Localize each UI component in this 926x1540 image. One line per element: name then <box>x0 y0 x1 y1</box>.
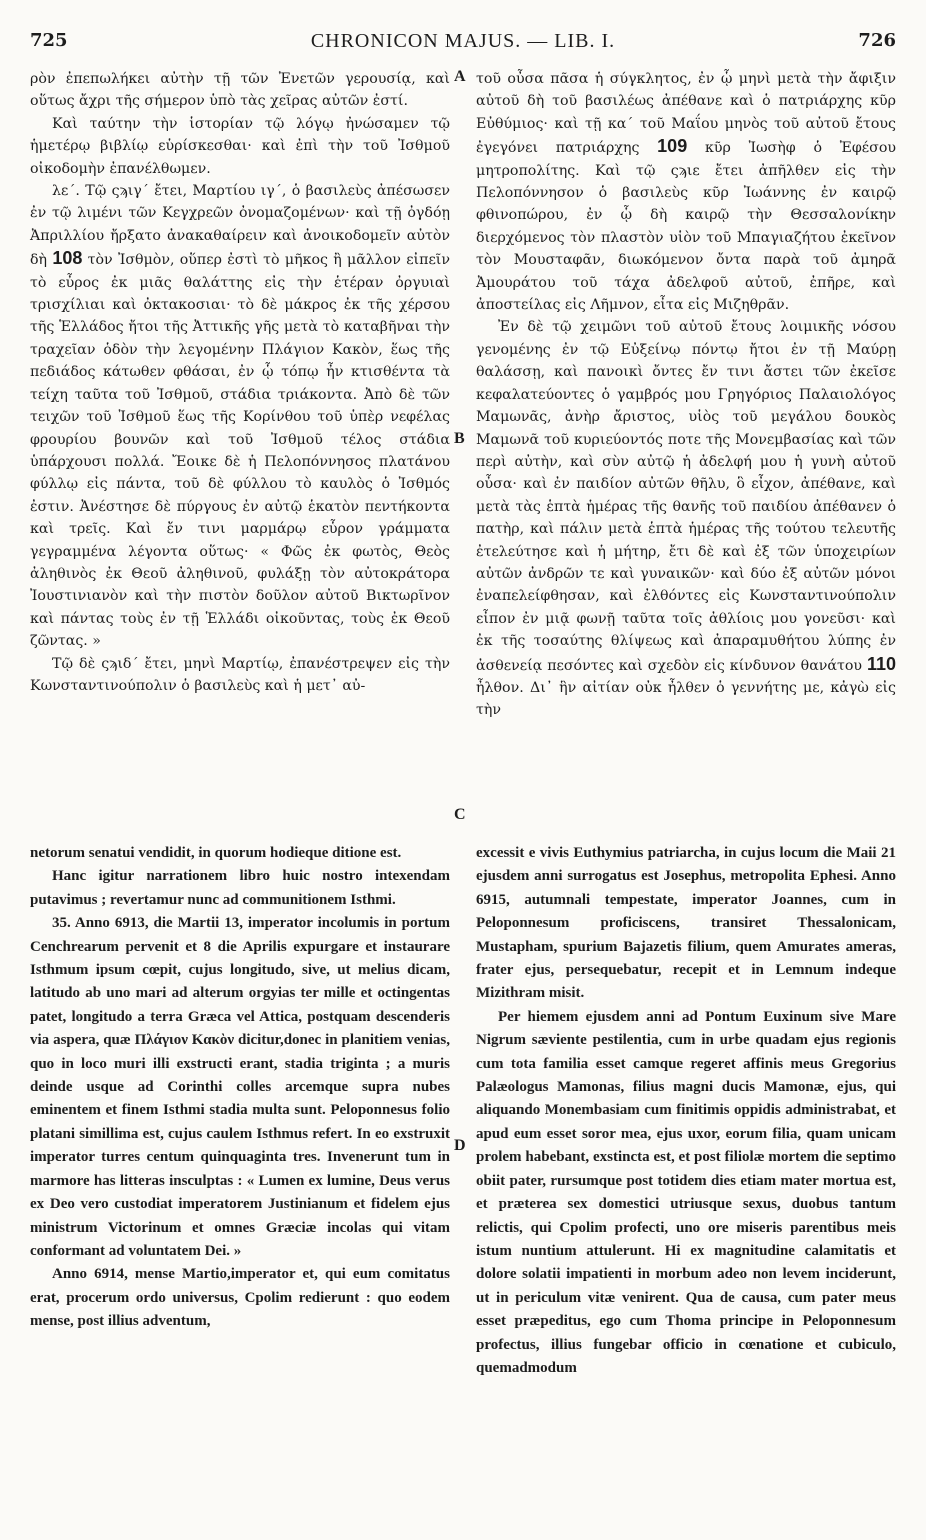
greek-left-text: λε΄. Τῷ ςϡιγ΄ ἔτει, Μαρτίου ιγ΄, ὁ βασιλεὺς ἀπέσωσεν ἐν τῷ λιμένι τῶν Κεγχρεῶν ὀνομαζομένων· καὶ τῇ ὀγδόῃ Ἀπριλλίου ἤρξατο ἀνακαθαίρειν καὶ ἀνοικοδομεῖν αὐτὸν δὴ <box>30 183 450 269</box>
latin-column-left <box>30 842 450 1334</box>
greek-left-paragraph: Καὶ ταύτην τὴν ἱστορίαν τῷ λόγῳ ἠνώσαμεν τῷ ἡμετέρῳ βιβλίῳ εὑρίσκεσθαι· καὶ ἐπὶ τὴν τοῦ Ἰσθμοῦ οἰκοδομὴν ἐπανέλθωμεν. <box>30 115 450 177</box>
greek-right-text: κῦρ Ἰωσὴφ ὁ Ἐφέσου μητροπολίτης. Καὶ τῷ ςϡιε ἔτει ἀπῆλθεν εἰς τὴν Πελοπόννησον ὁ βασιλεὺς κῦρ Ἰωάννης ἐν καιρῷ φθινοπώρου, ἐν ᾧ δὴ καιρῷ τὴν Θεσσαλονίκην διερχόμενος τὸν πλαστὸν υἱὸν τοῦ Μπαγιαζήτου ἐκεῖνον τὸν Μουσταφᾶν, διωκόμενον ὄντα παρὰ τοῦ ἀμηρᾶ Ἀμουράτου τοῦ τάχα ἀδελφοῦ αὐτοῦ, ἐπῆρε, καὶ ἀποστείλας εἰς Λῆμνον, εἶτα εἰς Μιζηθρᾶν. <box>476 140 896 314</box>
greek-column-right <box>476 68 896 722</box>
running-header <box>30 30 896 58</box>
section-number-108: 108 <box>52 248 83 269</box>
running-title: CHRONICON MAJUS. — LIB. I. <box>310 30 616 52</box>
greek-left-paragraph: Τῷ δὲ ςϡιδ΄ ἔτει, μηνὶ Μαρτίῳ, ἐπανέστρεψεν εἰς τὴν Κωνσταντινούπολιν ὁ βασιλεὺς καὶ ἡ μετ᾽ αὐ- <box>30 655 450 694</box>
section-number-109: 109 <box>657 136 688 157</box>
margin-letter-c: C <box>454 806 466 823</box>
latin-left-paragraph: Hanc igitur narrationem libro huic nostro intexendam putavimus ; revertamur nunc ad communitionem Isthmi. <box>30 868 450 908</box>
margin-letter-d: D <box>454 1137 466 1154</box>
greek-right-text: τοῦ οὖσα πᾶσα ἡ σύγκλητος, ἐν ᾧ μηνὶ μετὰ τὴν ἄφιξιν αὐτοῦ δὴ τοῦ βασιλέως ἀπέθανε καὶ ὁ πατριάρχης κῦρ Εὐθύμιος· καὶ τῇ κα΄ τοῦ Μαΐου μηνὸς τοῦ αὐτοῦ ἔτους ἐγεγόνει πατριάρχης <box>476 71 896 157</box>
latin-left-paragraph: Anno 6914, mense Martio,imperator et, qui eum comitatus erat, procerum ordo universus, Cpolim redierunt : quo eodem mense, post illius adventum, <box>30 1266 450 1330</box>
latin-left-paragraph: 35. Anno 6913, die Martii 13, imperator incolumis in portum Cenchrearum pervenit et 8 die Aprilis expurgare et instaurare Isthmum ipsum cœpit, cujus longitudo, sive, ut melius dicam, latitudo ab uno mari ad alterum orgyias ter mille et octingentas patet, longitudo a terra Græca vel Attica, postquam descenderis via aspera, quæ Πλάγιον Κακὸν dicitur,donec in planitiem venias, quo in loco muri illi exstructi erant, stadia triginta ; a muris deinde usque ad Corinthi colles arcemque supra nubes eminentem et finem Isthmi stadia multa sunt. Peloponnesus folio platani simillima est, cujus caulem Isthmus refert. In eo exstruxit imperator turres centum quinquaginta tres. Invenerunt tum in marmore has litteras insculptas : « Lumen ex lumine, Deus verus ex Deo vero custodiat imperatorem Justinianum et fidelem ejus ministrum Victorinum et omnes Græciæ incolas qui vitam conformant ad voluntatem Dei. » <box>30 915 450 1259</box>
page-number-left: 725 <box>30 30 68 51</box>
greek-left-paragraph: ρὸν ἐπεπωλήκει αὐτὴν τῇ τῶν Ἐνετῶν γερουσίᾳ, καὶ οὕτως ἄχρι τῆς σήμερον ὑπὸ τὰς χεῖρας αὐτῶν ἐστί. <box>30 71 450 110</box>
latin-column-right <box>476 842 896 1380</box>
latin-right-paragraph: Per hiemem ejusdem anni ad Pontum Euxinum sive Mare Nigrum sæviente pestilentia, cum in urbe quadam ejus regionis cum tota familia esset camque regeret affinis meus Gregorius Palæologus Mamonas, filius magni ducis Mamonæ, ejus, qui aliquando Monembasiam cum finitimis oppidis administrabat, et apud eum esset soror mea, ejus uxor, eorum filia, quam unicam prolem habebant, exstincta est, et post filiolæ mortem die septimo obiit pater, rursumque post totidem dies etiam mater mortua est, et præterea sex domestici utriusque sexus, duobus tantum relictis, qui Cpolim profecti, uno ore miseris parentibus meis istum nuntium attulerunt. Hi ex magnitudine calamitatis et dolore solatii impatienti in morbum adeo non levem inciderunt, ut in periculum vitæ venirent. Qua de causa, cum pater meus esset præpeditus, ego cum Thoma principe in Peloponnesum profectus, illius fungebar officio in cœnatione et cubiculo, quemadmodum <box>476 1008 896 1376</box>
greek-right-paragraph <box>476 316 896 721</box>
greek-column-left <box>30 68 450 697</box>
greek-right-text: ἦλθον. Δι᾽ ἣν αἰτίαν οὐκ ἦλθεν ὁ γεννήτης με, κἀγὼ εἰς τὴν <box>476 679 896 719</box>
page-number-right: 726 <box>858 30 896 51</box>
section-number-110: 110 <box>866 653 896 674</box>
margin-letter-a: A <box>454 68 466 85</box>
greek-right-paragraph <box>476 68 896 316</box>
greek-left-paragraph <box>30 180 450 653</box>
greek-left-text: τὸν Ἰσθμὸν, οὕπερ ἐστὶ τὸ μῆκος ἢ μᾶλλον εἰπεῖν τὸ εὖρος ἐκ μιᾶς θαλάττης εἰς τὴν ἑτέραν ὀργυιαὶ τρισχίλιαι καὶ ὀκτακοσιαι· τὸ δὲ μάκρος ἐκ τῆς χέρσου τῆς Ἑλλάδος ἤτοι τῆς Ἀττικῆς γῆς μετὰ τὸ καταβῆναι τὴν τραχεῖαν ὁδὸν τὴν λεγομένην Πλάγιον Κακὸν, ἕως τῆς πεδιάδος κάτωθεν φθάσαι, ἐν ᾧ τόπῳ ἦν κτισθέντα τὰ τείχη ταῦτα τοῦ Ἰσθμοῦ, στάδια τριάκοντα. Ἀπὸ δὲ τῶν τειχῶν τοῦ Ἰσθμοῦ ἕως τῆς Κορίνθου τοῦ ὑπὲρ νεφέλας φρουρίου βουνῶν καὶ τοῦ Ἰσθμοῦ τέλος στάδια ὑπάρχουσι πολλά. Ἔοικε δὲ ἡ Πελοπόννησος πλατάνου φύλλῳ εἰς πάντα, τοῦ δὲ φύλλου τὸ καυλὸς ὁ Ἰσθμός ἐστιν. Ἀνέστησε δὲ πύργους ἐν αὐτῷ ἑκατὸν πεντήκοντα καὶ τρεῖς. Καὶ ἔν τινι μαρμάρῳ εὗρον γράμματα γεγραμμένα λέγοντα οὕτως· « Φῶς ἐκ φωτὸς, Θεὸς ἀληθινὸς ἐκ Θεοῦ ἀληθινοῦ, φυλάξῃ τὸν αὐτοκράτορα Ἰουστινιανὸν καὶ τὴν πιστὸν δοῦλον αὐτοῦ Βικτωρῖνον καὶ πάντας τοὺς ἐν τῇ Ἑλλάδι οἰκοῦντας, τοὺς ἐκ Θεοῦ ζῶντας. » <box>30 252 450 650</box>
latin-left-paragraph: netorum senatui vendidit, in quorum hodieque ditione est. <box>30 845 402 861</box>
margin-letter-b: B <box>454 430 465 447</box>
greek-right-text: Ἐν δὲ τῷ χειμῶνι τοῦ αὐτοῦ ἔτους λοιμικῆς νόσου γενομένης ἐν τῷ Εὐξείνῳ πόντῳ ἤτοι ἐν τῇ Μαύρῃ θαλάσσῃ, καὶ πανοικὶ ὄντες ἔν τινι ἄστει τῶν ἐκεῖσε κεφαλατεύοντες ὁ γαμβρός μου Γρηγόριος Παλαιολόγος Μαμωνᾶς, ἀνὴρ ἄριστος, υἱὸς τοῦ μεγάλου δουκὸς Μαμωνᾶ τοῦ κυριεύοντός ποτε τῆς Μονεμβασίας καὶ τῶν περὶ αὐτὴν, καὶ σὺν αὐτῷ ἡ ἀδελφή μου ἡ γυνὴ αὐτοῦ οὖσα· καὶ ἐν παιδίον αὐτῶν θῆλυ, ὃ εἶχον, ἀπέθανε, καὶ μετὰ τὰς ἑπτὰ ἡμέρας τῆς θανῆς τοῦ παιδίου ἀπέθανεν ὁ πατὴρ, καὶ πάλιν μετὰ ἑπτὰ ἡμέρας τῆς τούτου τελευτῆς ἐτελεύτησε καὶ ἡ μήτηρ, ἔτι δὲ καὶ ἐξ τῶν ὑποχειρίων αὐτῶν ἀνδρῶν τε καὶ γυναικῶν· καὶ δύο ἐξ αὐτῶν μόνοι ἐναπελείφθησαν, καὶ ἐλθόντες εἰς Κωνσταντινούπολιν εἶπον ἐν μιᾷ φωνῇ ταῦτα τοῖς ἀθλίοις μου γονεῦσι· καὶ ἐκ τῆς τοσαύτης θλίψεως καὶ ἀπαραμυθήτου λύπης ἐν ἀσθενείᾳ πεσόντες καὶ σχεδὸν εἰς κίνδυνον θανάτου <box>476 319 896 674</box>
latin-right-paragraph: excessit e vivis Euthymius patriarcha, in cujus locum die Maii 21 ejusdem anni surrogatus est Josephus, metropolita Ephesi. Anno 6915, autumnali tempestate, imperator Joannes, cum in Peloponnesum proficiscens, transiret Thessalonicam, Mustapham, spurium Bajazetis filium, quem Amurates ameras, frater ejus, persequebatur, recepit et in Lemnum indeque Mizithram misit. <box>476 845 896 1002</box>
